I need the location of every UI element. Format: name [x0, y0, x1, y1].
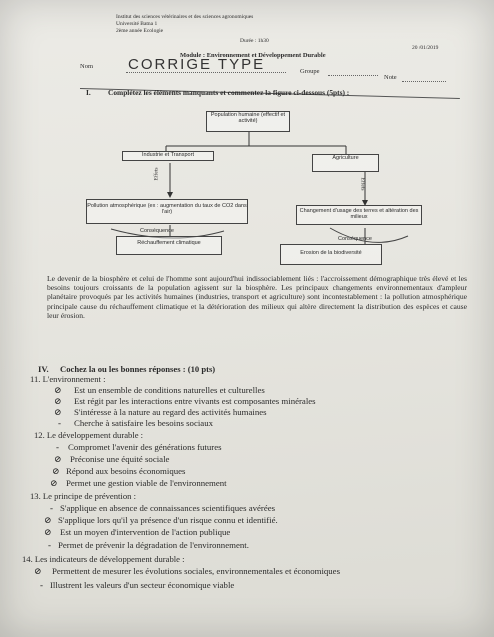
- q13-option-3: Est un moyen d'intervention de l'action publique: [60, 527, 231, 537]
- check-mark[interactable]: ⊘: [34, 566, 42, 576]
- check-mark[interactable]: ⊘: [50, 478, 58, 488]
- diagram-arrows: [0, 0, 494, 290]
- note-label: Note: [384, 74, 397, 81]
- q11-option-4: Cherche à satisfaire les besoins sociaux: [74, 418, 213, 428]
- nom-label: Nom: [80, 63, 93, 70]
- question-14: 14. Les indicateurs de développement durable :: [22, 554, 185, 564]
- nom-value: CORRIGE TYPE: [128, 56, 266, 73]
- check-mark[interactable]: ⊘: [44, 527, 52, 537]
- dash-mark[interactable]: -: [50, 503, 53, 513]
- check-mark[interactable]: ⊘: [52, 466, 60, 476]
- question-11: 11. L'environnement :: [30, 374, 106, 384]
- q11-option-1: Est un ensemble de conditions naturelles et culturelles: [74, 385, 265, 395]
- section-iv-numeral: IV.: [38, 364, 49, 374]
- section-i-instruction: Complétez les éléments manquants et commentez la figure ci-dessous (5pts) :: [108, 88, 350, 97]
- institution-line-2: Université Batna 1: [116, 21, 158, 27]
- q12-option-1: Compromet l'avenir des générations futures: [68, 442, 222, 452]
- q12-option-2: Préconise une équité sociale: [70, 454, 170, 464]
- exam-date: 20 /01/2019: [412, 45, 439, 51]
- duration: Durée : 1h30: [240, 38, 269, 44]
- box-changement: Changement d'usage des terres et altération des milieux: [296, 205, 422, 225]
- dash-mark[interactable]: -: [48, 540, 51, 550]
- check-mark[interactable]: ⊘: [54, 385, 62, 395]
- box-rechauffement: Réchauffement climatique: [116, 236, 222, 255]
- q13-option-4: Permet de prévenir la dégradation de l'environnement.: [58, 540, 249, 550]
- box-agriculture: Agriculture: [312, 154, 379, 172]
- consequence-left: Conséquence: [140, 228, 174, 234]
- section-i-numeral: I.: [86, 88, 91, 97]
- q13-option-2: S'applique lors qu'il ya présence d'un risque connu et identifié.: [58, 515, 278, 525]
- check-mark[interactable]: ⊘: [44, 515, 52, 525]
- check-mark[interactable]: ⊘: [54, 396, 62, 406]
- check-mark[interactable]: ⊘: [54, 454, 62, 464]
- box-erosion: Erosion de la biodiversité: [280, 244, 382, 265]
- module-title: Module : Environnement et Développement Durable: [180, 52, 326, 59]
- institution-line-1: Institut des sciences vétérinaires et des sciences agronomiques: [116, 14, 254, 20]
- check-mark[interactable]: ⊘: [54, 407, 62, 417]
- consequence-right: Conséquence: [338, 236, 372, 242]
- section-iv-instruction: Cochez la ou les bonnes réponses : (10 pts): [60, 364, 216, 374]
- dash-mark[interactable]: -: [58, 418, 61, 428]
- q14-option-1: Permettent de mesurer les évolutions sociales, environnementales et économiques: [52, 566, 341, 576]
- dash-mark[interactable]: -: [56, 442, 59, 452]
- question-13: 13. Le principe de prévention :: [30, 491, 136, 501]
- q12-option-3: Répond aux besoins économiques: [66, 466, 186, 476]
- box-pollution: Pollution atmosphérique (ex : augmentation du taux de CO2 dans l'air): [86, 199, 248, 224]
- dash-mark[interactable]: -: [40, 580, 43, 590]
- effets-label-left: Effets: [153, 167, 160, 181]
- effets-label-right: Effets: [359, 177, 366, 191]
- q12-option-4: Permet une gestion viable de l'environnement: [66, 478, 227, 488]
- comment-paragraph: Le devenir de la biosphère et celui de l'homme sont aujourd'hui indissociablement liés : l'accroissement démographique très élevé et les besoins toujours croissants de la population agissent sur la biosphère. Les principaux changements environnementaux d'ampleur planétaire provoqués par les activités humaines (industries, transport et agriculture) sont incontestablement : la pollution atmosphérique principale cause du réchauffement climatique et la détérioration des milieux qui altère directement la distribution des espèces et cause leur érosion.: [47, 274, 467, 320]
- box-population: Population humaine (effectif et activité): [206, 111, 290, 132]
- groupe-label: Groupe: [300, 68, 320, 75]
- q11-option-2: Est régit par les interactions entre vivants est composantes minérales: [74, 396, 316, 406]
- box-industrie: Industrie et Transport: [122, 151, 214, 161]
- question-12: 12. Le développement durable :: [34, 430, 144, 440]
- q13-option-1: S'applique en absence de connaissances scientifiques avérées: [60, 503, 276, 513]
- institution-line-3: 2ème année Ecologie: [116, 28, 164, 34]
- q11-option-3: S'intéresse à la nature au regard des activités humaines: [74, 407, 267, 417]
- q14-option-2: Illustrent les valeurs d'un secteur économique viable: [50, 580, 235, 590]
